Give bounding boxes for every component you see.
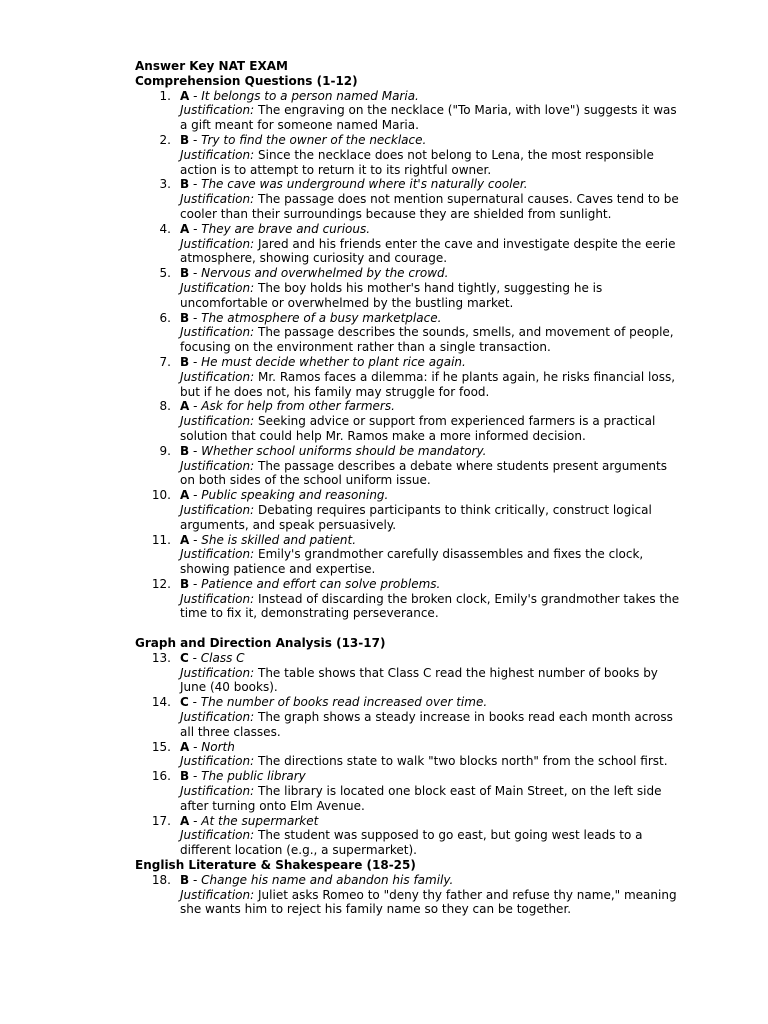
question-number: 10. <box>151 488 171 503</box>
justification-label: Justification: <box>180 236 255 251</box>
justification-text: Emily's grandmother carefully disassembles and fixes the clock, showing patience and expertise. <box>180 547 644 577</box>
answer-line: B - Nervous and overwhelmed by the crowd. <box>180 266 449 281</box>
question-number: 9. <box>159 443 171 458</box>
justification-text: Jared and his friends enter the cave and investigate despite the eerie atmosphere, showing curiosity and courage. <box>180 236 676 266</box>
answer-item <box>135 266 680 310</box>
answer-list <box>135 873 680 917</box>
justification-line <box>180 754 680 769</box>
answer-line: B - He must decide whether to plant rice again. <box>180 354 466 369</box>
justification-text: Juliet asks Romeo to "deny thy father and refuse thy name," meaning she wants him to reject his family name so they can be together. <box>180 887 677 917</box>
answer-item <box>135 399 680 443</box>
justification-text: The passage describes the sounds, smells, and movement of people, focusing on the environment rather than a single transaction. <box>180 325 674 355</box>
section-heading: Comprehension Questions (1-12) <box>135 73 358 88</box>
question-number: 12. <box>151 576 171 591</box>
answer-line: A - North <box>180 739 235 754</box>
question-number: 18. <box>151 872 171 887</box>
answer-letter: A <box>180 739 190 754</box>
answer-option: The public library <box>201 769 306 784</box>
justification-text: The table shows that Class C read the highest number of books by June (40 books). <box>180 665 658 695</box>
justification-label: Justification: <box>180 414 255 429</box>
justification-line <box>180 103 680 133</box>
answer-option: North <box>201 739 235 754</box>
answer-option: Change his name and abandon his family. <box>201 872 454 887</box>
answer-line: B - Change his name and abandon his family. <box>180 872 454 887</box>
answer-option: She is skilled and patient. <box>201 532 357 547</box>
justification-label: Justification: <box>180 502 255 517</box>
justification-label: Justification: <box>180 147 255 162</box>
answer-item <box>135 740 680 770</box>
question-number: 2. <box>159 132 171 147</box>
answer-letter: A <box>180 532 190 547</box>
answer-letter: B <box>180 177 190 192</box>
justification-label: Justification: <box>180 710 255 725</box>
answer-item <box>135 873 680 917</box>
answer-item <box>135 311 680 355</box>
answer-option: Class C <box>200 650 245 665</box>
question-number: 8. <box>159 399 171 414</box>
answer-letter: B <box>180 872 190 887</box>
question-number: 15. <box>151 739 171 754</box>
answer-item <box>135 695 680 739</box>
answer-letter: B <box>180 443 190 458</box>
answer-item <box>135 533 680 577</box>
answer-option: The atmosphere of a busy marketplace. <box>201 310 442 325</box>
answer-option: Whether school uniforms should be mandatory. <box>201 443 487 458</box>
justification-line <box>180 414 680 444</box>
justification-label: Justification: <box>180 754 255 769</box>
answer-option: The number of books read increased over time. <box>200 695 488 710</box>
answer-item <box>135 177 680 221</box>
justification-text: The directions state to walk "two blocks north" from the school first. <box>258 754 668 769</box>
answer-line: B - The atmosphere of a busy marketplace. <box>180 310 442 325</box>
question-number: 17. <box>151 813 171 828</box>
answer-letter: A <box>180 88 190 103</box>
justification-text: The library is located one block east of Main Street, on the left side after turning onto Elm Avenue. <box>180 784 662 813</box>
justification-label: Justification: <box>180 325 255 340</box>
answer-option: Nervous and overwhelmed by the crowd. <box>201 266 449 281</box>
question-number: 6. <box>159 310 171 325</box>
justification-label: Justification: <box>180 828 255 843</box>
answer-line: A - They are brave and curious. <box>180 221 371 236</box>
justification-label: Justification: <box>180 591 255 606</box>
answer-item <box>135 814 680 858</box>
answer-option: At the supermarket <box>201 813 319 828</box>
justification-line <box>180 281 680 311</box>
question-number: 1. <box>159 88 171 103</box>
question-number: 5. <box>159 266 171 281</box>
justification-line <box>180 503 680 533</box>
answer-letter: B <box>180 769 190 784</box>
justification-line <box>180 370 680 400</box>
answer-letter: A <box>180 813 190 828</box>
justification-label: Justification: <box>180 369 255 384</box>
justification-text: Since the necklace does not belong to Lena, the most responsible action is to attempt to return it to its rightful owner. <box>180 147 654 177</box>
answer-letter: C <box>180 650 189 665</box>
justification-label: Justification: <box>180 458 255 473</box>
section-spacer <box>135 621 680 636</box>
question-number: 11. <box>151 532 171 547</box>
answer-line: B - Try to find the owner of the necklace. <box>180 132 427 147</box>
justification-line <box>180 828 680 858</box>
section-heading: Graph and Direction Analysis (13-17) <box>135 636 386 651</box>
answer-letter: B <box>180 576 190 591</box>
answer-line: A - Public speaking and reasoning. <box>180 488 389 503</box>
justification-label: Justification: <box>180 280 255 295</box>
justification-label: Justification: <box>180 547 255 562</box>
answer-item <box>135 444 680 488</box>
justification-text: The graph shows a steady increase in books read each month across all three classes. <box>180 710 673 739</box>
answer-item <box>135 577 680 621</box>
justification-text: The boy holds his mother's hand tightly, suggesting he is uncomfortable or overwhelmed by the bustling market. <box>180 280 603 310</box>
sections-container <box>135 74 680 917</box>
justification-line <box>180 325 680 355</box>
answer-line: C - Class C <box>180 650 245 665</box>
answer-item <box>135 89 680 133</box>
question-number: 7. <box>159 354 171 369</box>
justification-text: Instead of discarding the broken clock, Emily's grandmother takes the time to fix it, demonstrating perseverance. <box>180 591 680 621</box>
justification-line <box>180 192 680 222</box>
answer-option: The cave was underground where it's naturally cooler. <box>201 177 528 192</box>
answer-option: Try to find the owner of the necklace. <box>201 132 427 147</box>
justification-line <box>180 459 680 489</box>
answer-item <box>135 355 680 399</box>
answer-option: Patience and effort can solve problems. <box>201 576 441 591</box>
answer-item <box>135 769 680 813</box>
answer-item <box>135 133 680 177</box>
justification-label: Justification: <box>180 665 255 680</box>
answer-list <box>135 651 680 858</box>
justification-text: The student was supposed to go east, but going west leads to a different location (e.g., a supermarket). <box>180 828 643 858</box>
answer-line: C - The number of books read increased over time. <box>180 695 488 710</box>
justification-text: The passage does not mention supernatural causes. Caves tend to be cooler than their surroundings because they are shielded from sunlight. <box>180 192 679 221</box>
justification-text: The engraving on the necklace ("To Maria, with love") suggests it was a gift meant for someone named Maria. <box>180 103 677 133</box>
answer-line: B - Whether school uniforms should be mandatory. <box>180 443 487 458</box>
answer-line: A - She is skilled and patient. <box>180 532 357 547</box>
answer-letter: A <box>180 488 190 503</box>
answer-line: A - It belongs to a person named Maria. <box>180 88 419 103</box>
justification-label: Justification: <box>180 887 255 902</box>
justification-label: Justification: <box>180 192 255 207</box>
justification-text: Debating requires participants to think critically, construct logical arguments, and speak persuasively. <box>180 502 652 532</box>
answer-list <box>135 89 680 622</box>
answer-line: A - Ask for help from other farmers. <box>180 399 395 414</box>
question-number: 3. <box>159 177 171 192</box>
justification-line <box>180 784 680 814</box>
question-number: 13. <box>151 650 171 665</box>
answer-letter: A <box>180 221 190 236</box>
justification-line <box>180 666 680 696</box>
answer-line: B - The public library <box>180 769 306 784</box>
section-heading: English Literature & Shakespeare (18-25) <box>135 858 416 873</box>
justification-line <box>180 710 680 740</box>
justification-line <box>180 547 680 577</box>
answer-letter: B <box>180 132 190 147</box>
document-title: Answer Key NAT EXAM <box>135 59 288 73</box>
justification-text: Seeking advice or support from experienced farmers is a practical solution that could help Mr. Ramos make a more informed decision. <box>180 414 656 443</box>
answer-option: Public speaking and reasoning. <box>201 488 389 503</box>
answer-item <box>135 651 680 695</box>
answer-letter: B <box>180 310 190 325</box>
answer-letter: B <box>180 266 190 281</box>
answer-item <box>135 488 680 532</box>
answer-letter: B <box>180 354 190 369</box>
justification-text: Mr. Ramos faces a dilemma: if he plants again, he risks financial loss, but if he does not, his family may struggle for food. <box>180 369 676 399</box>
answer-line: B - Patience and effort can solve problems. <box>180 576 441 591</box>
question-number: 14. <box>151 695 171 710</box>
answer-line: A - At the supermarket <box>180 813 319 828</box>
justification-line <box>180 592 680 622</box>
justification-label: Justification: <box>180 103 255 118</box>
answer-option: Ask for help from other farmers. <box>201 399 395 414</box>
answer-option: He must decide whether to plant rice again. <box>201 354 466 369</box>
justification-line <box>180 237 680 267</box>
answer-item <box>135 222 680 266</box>
answer-line: B - The cave was underground where it's naturally cooler. <box>180 177 528 192</box>
justification-label: Justification: <box>180 784 255 799</box>
justification-line <box>180 148 680 178</box>
justification-text: The passage describes a debate where students present arguments on both sides of the school uniform issue. <box>180 458 667 488</box>
question-number: 4. <box>159 221 171 236</box>
answer-option: It belongs to a person named Maria. <box>201 88 419 103</box>
answer-letter: C <box>180 695 189 710</box>
question-number: 16. <box>151 769 171 784</box>
answer-key-document <box>135 59 680 917</box>
justification-line <box>180 888 680 918</box>
answer-letter: A <box>180 399 190 414</box>
answer-option: They are brave and curious. <box>201 221 371 236</box>
